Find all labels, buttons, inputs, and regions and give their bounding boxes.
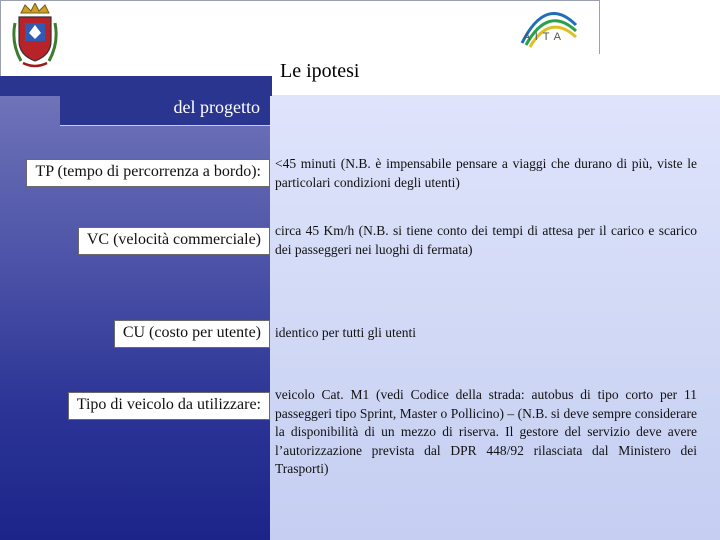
label-travel-time: TP (tempo di percorrenza a bordo):	[26, 159, 270, 187]
municipal-crest-icon	[11, 3, 59, 69]
value-commercial-speed: circa 45 Km/h (N.B. si tiene conto dei tempi di attesa per il carico e scarico dei passeggeri nei luoghi di fermata)	[275, 223, 697, 257]
value-vehicle-type: veicolo Cat. M1 (vedi Codice della strada: autobus di tipo corto per 11 passeggeri tipo Sprint, Master o Pollicino) – (N.B. si deve sempre considerare la disponibilità di un mezzo di riserva. Il gestore del servizio deve avere l’autorizzazione prevista dal DPR 448/92 rilasciata dal Ministero dei Trasporti)	[275, 387, 697, 476]
subtitle-bar	[60, 90, 270, 126]
label-commercial-speed: VC (velocità commerciale)	[78, 227, 270, 255]
page-title: Le ipotesi	[272, 54, 600, 90]
value-travel-time: <45 minuti (N.B. è impensabile pensare a viaggi che durano di più, viste le particolari condizioni degli utenti)	[275, 156, 697, 190]
label-cost-per-user: CU (costo per utente)	[114, 320, 270, 348]
page-subtitle: del progetto	[173, 97, 260, 117]
value-cost-per-user: identico per tutti gli utenti	[275, 325, 416, 340]
agency-logo-text: A I T A	[523, 31, 563, 43]
label-vehicle-type: Tipo di veicolo da utilizzare:	[68, 392, 270, 420]
